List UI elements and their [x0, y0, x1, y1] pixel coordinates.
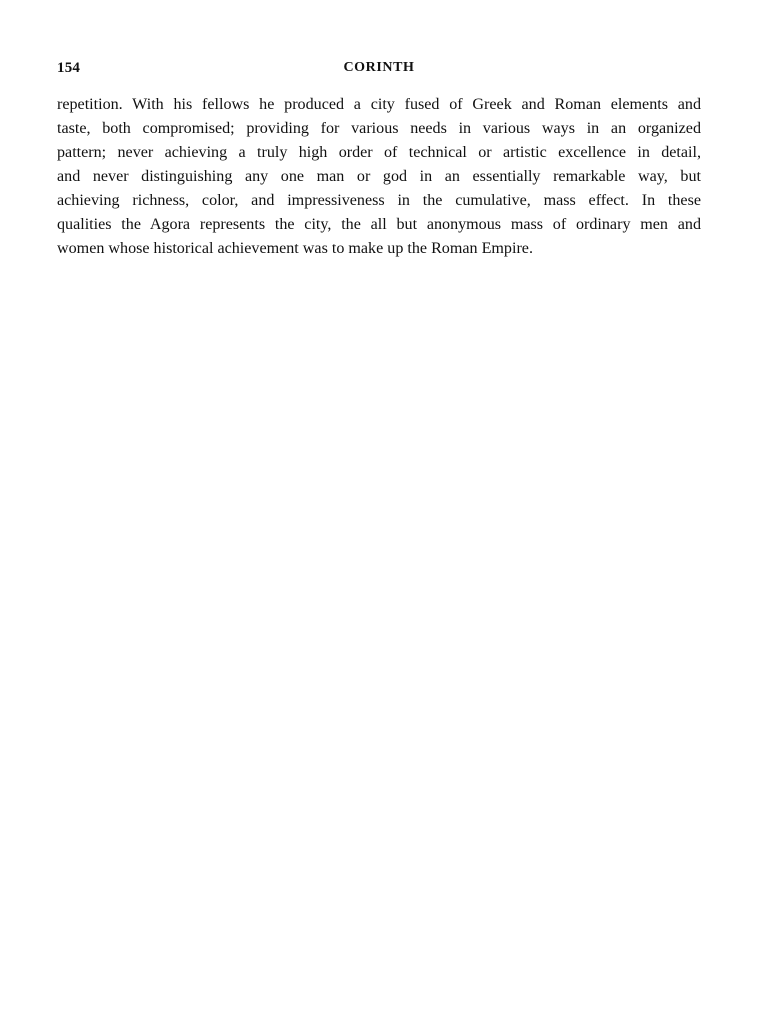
body-paragraph: [57, 93, 701, 261]
text-line: and never distinguishing any one man or god in an essentially remarkable way, but: [57, 168, 701, 185]
text-line: women whose historical achievement was to make up the Roman Empire.: [57, 240, 533, 257]
text-line: pattern; never achieving a truly high order of technical or artistic excellence in detail,: [57, 144, 701, 161]
text-line: taste, both compromised; providing for various needs in various ways in an organized: [57, 120, 701, 137]
text-line: achieving richness, color, and impressiveness in the cumulative, mass effect. In these: [57, 192, 701, 209]
text-line: qualities the Agora represents the city, the all but anonymous mass of ordinary men and: [57, 216, 701, 233]
running-title: CORINTH: [343, 60, 415, 75]
text-line: repetition. With his fellows he produced a city fused of Greek and Roman elements and: [57, 96, 701, 113]
running-head: [57, 60, 701, 80]
page-number: 154: [57, 60, 81, 76]
